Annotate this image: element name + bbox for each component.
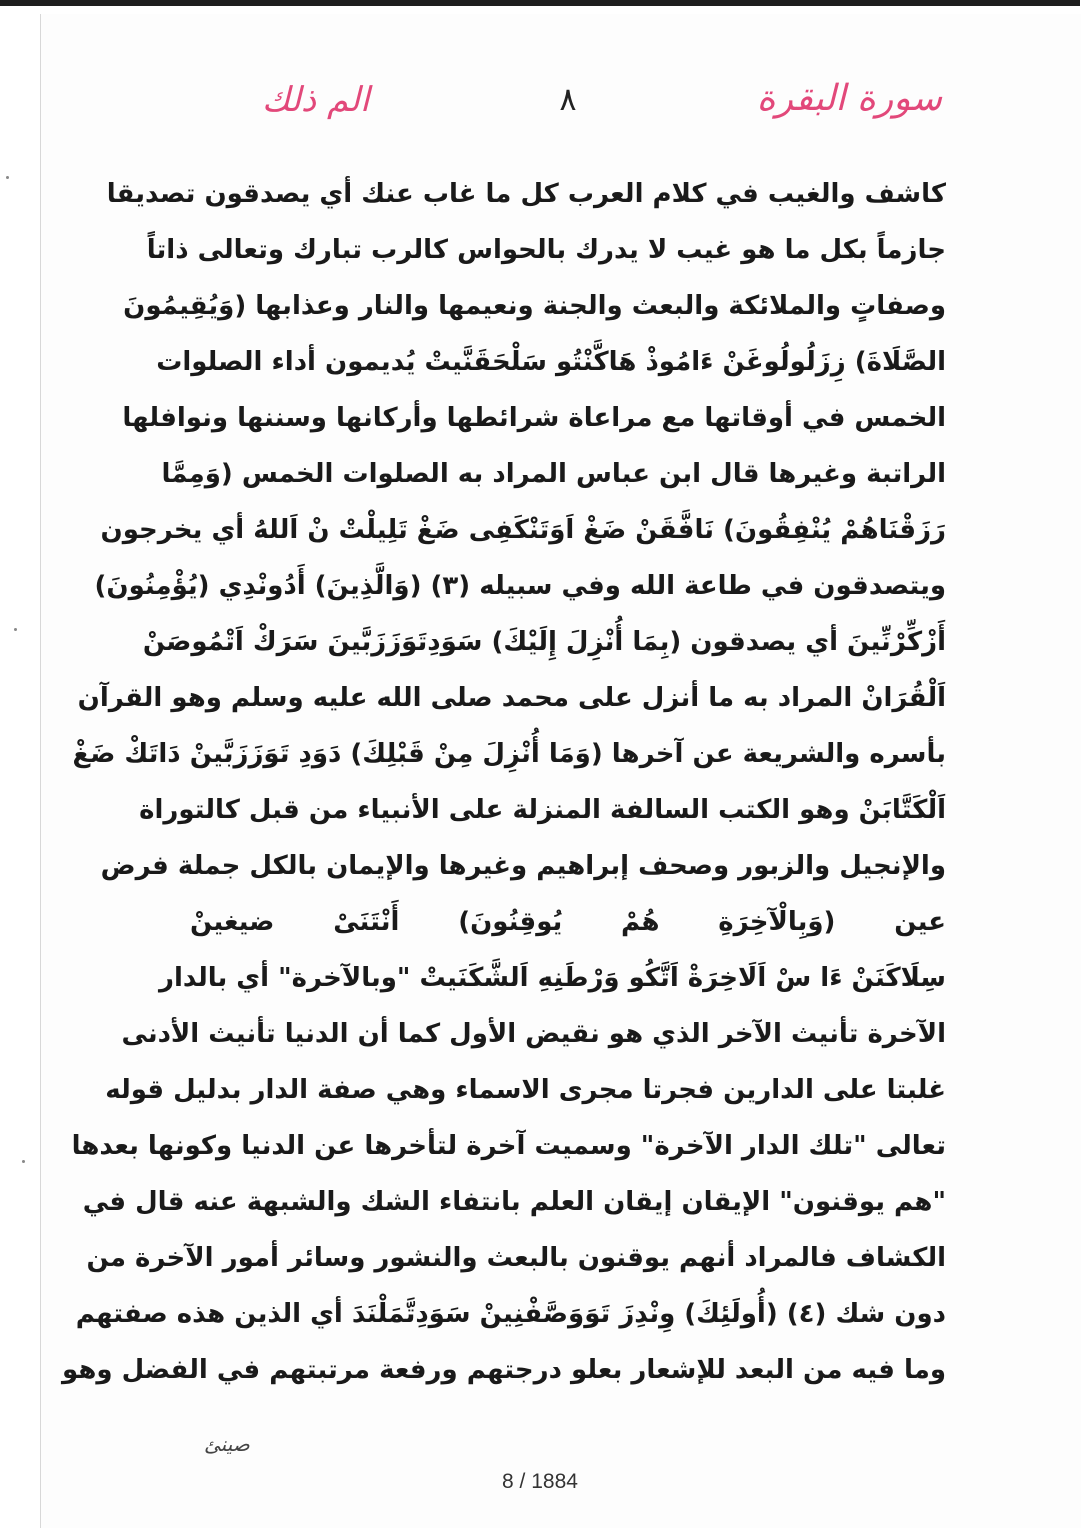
text-line: جازماً بكل ما هو غيب لا يدرك بالحواس كالرب تبارك وتعالى ذاتاً — [146, 235, 946, 265]
text-line: والإنجيل والزبور وصحف إبراهيم وغيرها والإيمان بالكل جملة فرض — [100, 851, 946, 881]
text-line: اَلْقُرَانْ المراد به ما أنزل على محمد صلى الله عليه وسلم وهو القرآن — [77, 683, 946, 713]
text-line: رَزَقْنَاهُمْ يُنْفِقُونَ) نَافَّقَنْ ضَغْ اَوَتَنْكَفِى ضَغْ تَلِيلْتْ نْ اَللهُ أي يخرجون — [100, 515, 946, 545]
tafsir-body-text — [62, 166, 946, 1398]
top-scan-border — [0, 0, 1080, 6]
text-line: الآخرة تأنيث الآخر الذي هو نقيض الأول كما أن الدنيا تأنيث الأدنى — [121, 1019, 946, 1049]
text-line: اَلْكَتَّابَنْ وهو الكتب السالفة المنزلة على الأنبياء من قبل كالتوراة — [139, 795, 946, 825]
text-line: ويتصدقون في طاعة الله وفي سبيله (٣) (وَالَّذِينَ) أَدُونْدِي (يُؤْمِنُونَ) — [94, 571, 946, 601]
page-counter: 8 / 1884 — [502, 1470, 578, 1493]
scan-speck — [22, 1160, 25, 1163]
page-header — [0, 78, 1080, 138]
scan-speck — [14, 628, 17, 631]
text-line: وصفاتٍ والملائكة والبعث والجنة ونعيمها والنار وعذابها (وَيُقِيمُونَ — [123, 291, 946, 321]
text-line: أَزْكِّرْنِّينَ أي يصدقون (بِمَا أُنْزِلَ إِلَيْكَ) سَوَدِتَوَزَزَبَّينَ سَرَكْ اَتْمُوصَنْ — [142, 627, 946, 657]
text-line: الصَّلَاةَ) زِزَلُولُوغَنْ ءَامُوذْ هَاكَّنْتُو سَلْحَقَنَّيتْ يُديمون أداء الصلوات — [156, 347, 946, 377]
text-line: عين (وَبِالْآخِرَةِ هُمْ يُوقِنُونَ) أَنْتَنَىْ ضيغينْ — [190, 907, 946, 937]
text-line: كاشف والغيب في كلام العرب كل ما غاب عنك أي يصدقون تصديقا — [106, 179, 946, 209]
text-line: الراتبة وغيرها قال ابن عباس المراد به الصلوات الخمس (وَمِمَّا — [161, 459, 946, 489]
handwritten-stamp: صينئ — [204, 1432, 250, 1456]
text-line: بأسره والشريعة عن آخرها (وَمَا أُنْزِلَ مِنْ قَبْلِكَ) دَوَدِ تَوَزَزَبَّينْ دَاتَكْ ضَغْ — [72, 739, 946, 769]
scan-speck — [6, 176, 9, 179]
text-line: تعالى "تلك الدار الآخرة" وسميت آخرة لتأخرها عن الدنيا وكونها بعدها — [71, 1131, 946, 1161]
text-line: دون شك (٤) (أُولَئِكَ) وِنْدِزَ تَوَوَصَّفْنِينْ سَوَدِتَّمَلْنَدَ أي الذين هذه صفتهم — [75, 1299, 946, 1329]
text-line: وما فيه من البعد للإشعار بعلو درجتهم ورفعة مرتبتهم في الفضل وهو — [62, 1355, 946, 1385]
text-line: سِلَاكَنَنْ ءَا سْ اَلَاخِرَةْ اَتَّكُو وَرْطَنِهِ اَلشَّكَنَيتْ "وبالآخرة" أي بالدار — [159, 963, 946, 993]
text-line: الخمس في أوقاتها مع مراعاة شرائطها وأركانها وسننها ونوافلها — [122, 403, 946, 433]
section-name-handwritten: الم ذلك — [262, 80, 370, 120]
text-line: غلبتا على الدارين فجرتا مجرى الاسماء وهي صفة الدار بدليل قوله — [105, 1075, 946, 1105]
text-line: "هم يوقنون" الإيقان إيقان العلم بانتفاء الشك والشبهة عنه قال في — [82, 1187, 946, 1217]
page-number: ٨ — [559, 80, 577, 118]
surah-name-handwritten: سورة البقرة — [756, 78, 942, 119]
text-line: الكشاف فالمراد أنهم يوقنون بالبعث والنشور وسائر أمور الآخرة من — [86, 1243, 946, 1273]
